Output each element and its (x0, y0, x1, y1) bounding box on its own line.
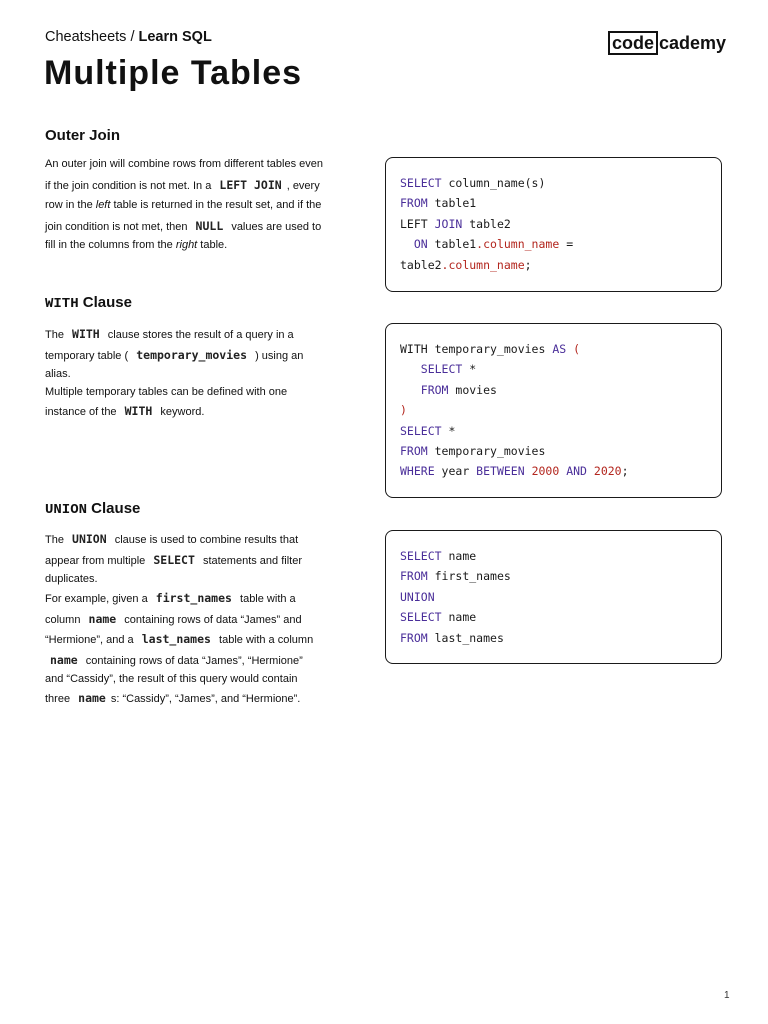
inline-code: LEFT JOIN (219, 177, 282, 192)
inline-code: WITH (72, 327, 100, 341)
logo-boxed-text: code (608, 31, 658, 55)
outer-join-description (45, 154, 340, 254)
page-number: 1 (724, 990, 730, 1001)
text-line: instance of the WITH keyword. (45, 404, 205, 418)
section-title-outer-join: Outer Join (45, 127, 121, 144)
inline-code: name (88, 611, 117, 626)
code-block-with-clause: WITH temporary_movies AS ( SELECT * FROM movies ) SELECT * FROM temporary_movies WHERE year BETWEEN 2000 AND 2020; (385, 323, 722, 498)
inline-code: SELECT (153, 552, 195, 567)
text-line: Multiple temporary tables can be defined with one (45, 386, 288, 398)
inline-code: WITH (124, 404, 153, 418)
text-line: appear from multiple SELECT statements and filter (45, 552, 303, 567)
text-line: and “Cassidy”, the result of this query would contain (45, 673, 298, 685)
codecademy-logo[interactable] (608, 31, 726, 55)
text-line: alias. (45, 368, 71, 380)
union-clause-description (45, 529, 340, 709)
text-line: if the join condition is not met. In a LEFT JOIN , every (45, 177, 320, 192)
code-block-outer-join: SELECT column_name(s) FROM table1 LEFT JOIN table2 ON table1.column_name = table2.column_name; (385, 157, 722, 292)
inline-code: name (50, 652, 78, 667)
text-line: column name containing rows of data “James” and (45, 611, 302, 626)
section-title-with-clause: WITH Clause (45, 294, 132, 312)
text-line: For example, given a first_names table with a (45, 591, 296, 605)
text-line: join condition is not met, then NULL values are used to (45, 218, 322, 233)
code-block-union-clause: SELECT name FROM first_names UNION SELECT name FROM last_names (385, 530, 722, 664)
page-title: Multiple Tables (44, 54, 303, 92)
text-line: duplicates. (45, 573, 98, 585)
text-line: name containing rows of data “James”, “Hermione” (45, 650, 340, 671)
inline-code: temporary_movies (136, 347, 247, 362)
text-line: The UNION clause is used to combine results that (45, 532, 299, 546)
inline-code: UNION (72, 532, 107, 546)
text-line: fill in the columns from the right table. (45, 239, 228, 251)
text-line: “Hermione”, and a last_names table with a column (45, 632, 314, 646)
with-clause-description (45, 324, 340, 422)
text-line: An outer join will combine rows from different tables even (45, 158, 323, 170)
inline-code: last_names (141, 632, 211, 646)
inline-code: name (78, 691, 106, 705)
logo-text: cademy (659, 33, 727, 53)
section-title-union-clause: UNION Clause (45, 500, 141, 518)
text-line: three name s: “Cassidy”, “James”, and “Hermione”. (45, 691, 301, 705)
breadcrumb-link-cheatsheets[interactable]: Cheatsheets / (45, 29, 139, 45)
inline-code: first_names (155, 591, 232, 605)
breadcrumb-current[interactable]: Learn SQL (138, 29, 212, 45)
inline-code: NULL (195, 218, 224, 233)
breadcrumb (45, 29, 212, 45)
text-line: The WITH clause stores the result of a query in a (45, 327, 294, 341)
text-line: row in the left table is returned in the result set, and if the (45, 199, 322, 211)
text-line: temporary table ( temporary_movies ) using an (45, 347, 304, 362)
